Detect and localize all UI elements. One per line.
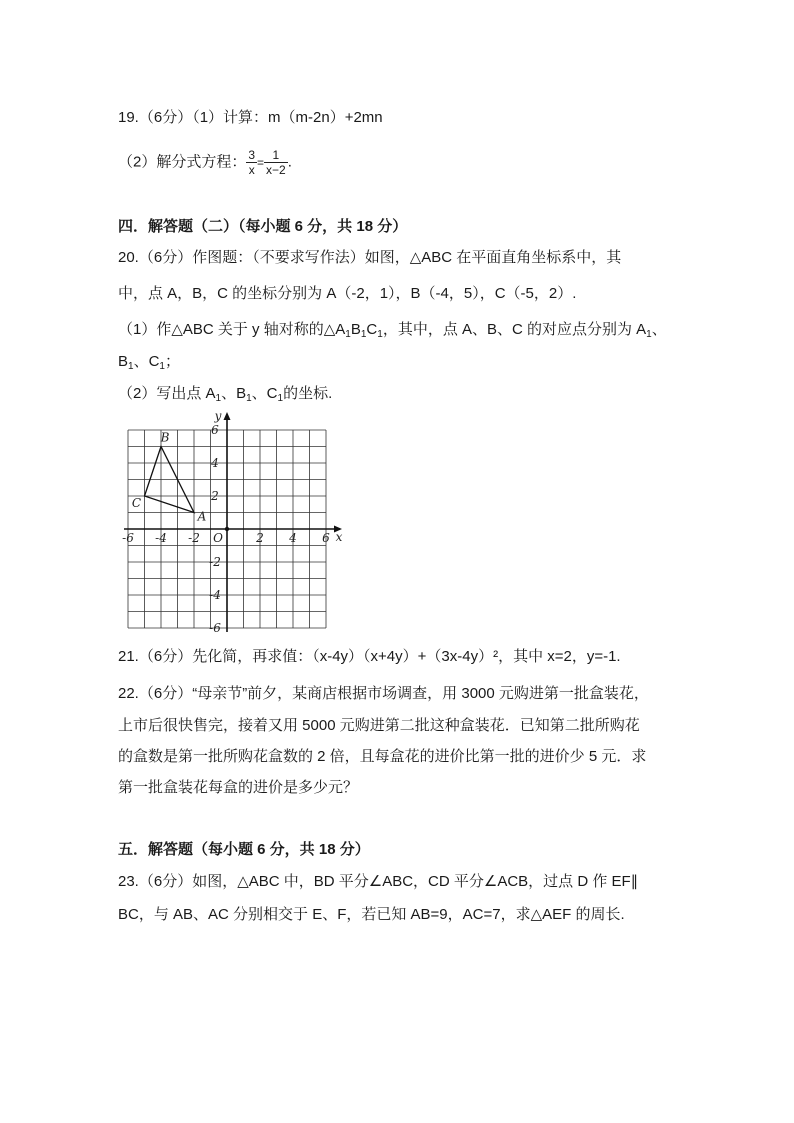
x-tick-label: -2 bbox=[188, 531, 200, 545]
q20-part2-text: 、B bbox=[221, 385, 247, 402]
origin-label: O bbox=[213, 531, 223, 545]
x-tick-label: -6 bbox=[122, 531, 134, 545]
q19-line1: 19.（6分）（1）计算：m（m-2n）+2mn bbox=[118, 109, 383, 126]
section-4-heading: 四．解答题（二）（每小题 6 分，共 18 分） bbox=[118, 218, 408, 235]
q20-line5 bbox=[118, 384, 332, 409]
vertex-label-c: C bbox=[131, 496, 142, 510]
q20-part1-text: B bbox=[118, 353, 129, 370]
x-tick-label: 2 bbox=[256, 531, 264, 545]
y-tick-label: 4 bbox=[211, 456, 219, 470]
equals-sign: = bbox=[257, 155, 265, 170]
q19-line2-prefix: （2）解分式方程： bbox=[118, 153, 247, 171]
subscript: 1 bbox=[159, 361, 165, 372]
subscript: 1 bbox=[128, 361, 134, 372]
q20-part1-text: （1）作△ABC 关于 y 轴对称的△A bbox=[118, 321, 346, 338]
q20-line3 bbox=[118, 320, 667, 345]
q19-line2 bbox=[118, 148, 292, 177]
q20-part1-text: B bbox=[350, 321, 361, 338]
x-tick-label: 6 bbox=[322, 531, 330, 545]
subscript: 1 bbox=[277, 393, 284, 404]
q23-line2: BC，与 AB、AC 分别相交于 E、F，若已知 AB=9，AC=7，求△AEF 的周长. bbox=[118, 906, 625, 923]
y-axis-arrow bbox=[224, 412, 231, 420]
q22-line2: 上市后很快售完，接着又用 5000 元购进第二批这种盒装花．已知第二批所购花 bbox=[118, 717, 640, 734]
q20-part1-text: C bbox=[366, 321, 378, 338]
subscript: 1 bbox=[345, 329, 351, 340]
q22-line1: 22.（6分）“母亲节”前夕，某商店根据市场调查，用 3000 元购进第一批盒装花， bbox=[118, 685, 649, 702]
subscript: 1 bbox=[246, 393, 252, 404]
q20-part2-text: （2）写出点 A bbox=[118, 385, 216, 402]
q20-line2: 中，点 A，B，C 的坐标分别为 A（-2，1），B（-4，5），C（-5，2）. bbox=[118, 285, 577, 302]
y-tick-label: 6 bbox=[211, 423, 219, 437]
fraction-denominator: x bbox=[248, 163, 255, 177]
q22-line3: 的盒数是第一批所购花盒数的 2 倍，且每盒花的进价比第一批的进价少 5 元．求 bbox=[118, 748, 647, 765]
period: . bbox=[287, 153, 292, 171]
y-axis-label: y bbox=[214, 409, 222, 423]
q20-line4 bbox=[118, 352, 180, 377]
fraction-3-over-x bbox=[246, 148, 257, 177]
y-tick-label: 2 bbox=[211, 489, 219, 503]
q20-part2-text: 、C bbox=[251, 385, 278, 402]
y-tick-label: -4 bbox=[209, 588, 221, 602]
y-tick-label: -6 bbox=[209, 621, 221, 633]
q20-part2-text: 的坐标. bbox=[283, 385, 333, 402]
q22-line4: 第一批盒装花每盒的进价是多少元？ bbox=[118, 779, 359, 796]
fraction-1-over-x-minus-2 bbox=[264, 148, 288, 177]
x-axis-label: x bbox=[335, 530, 343, 544]
subscript: 1 bbox=[360, 329, 367, 340]
x-tick-label: 4 bbox=[289, 531, 297, 545]
q20-part1-text: ，其中，点 A、B、C 的对应点分别为 A bbox=[382, 321, 647, 338]
subscript: 1 bbox=[646, 329, 652, 340]
q20-part1-text: 、 bbox=[651, 321, 667, 338]
vertex-label-b: B bbox=[160, 430, 170, 445]
coordinate-grid-figure bbox=[118, 408, 348, 633]
y-tick-label: -2 bbox=[209, 555, 221, 569]
subscript: 1 bbox=[377, 329, 383, 340]
origin-dot bbox=[225, 527, 229, 531]
vertex-label-a: A bbox=[197, 509, 207, 524]
fraction-numerator: 1 bbox=[264, 148, 288, 163]
section-5-heading: 五．解答题（每小题 6 分，共 18 分） bbox=[118, 841, 370, 858]
fraction-denominator: x−2 bbox=[266, 163, 286, 177]
subscript: 1 bbox=[215, 393, 222, 404]
q21-line: 21.（6分）先化简，再求值：（x-4y）（x+4y）+（3x-4y）²，其中 x=2，y=-1. bbox=[118, 648, 621, 665]
fraction-numerator: 3 bbox=[248, 148, 256, 162]
q20-part1-text: ； bbox=[164, 353, 180, 370]
q20-line1: 20.（6分）作图题：（不要求写作法）如图，△ABC 在平面直角坐标系中，其 bbox=[118, 249, 622, 266]
q20-part1-text: 、C bbox=[133, 353, 160, 370]
x-tick-label: -4 bbox=[155, 531, 167, 545]
q23-line1: 23.（6分）如图，△ABC 中，BD 平分∠ABC，CD 平分∠ACB，过点 D 作 EF∥ bbox=[118, 873, 639, 890]
